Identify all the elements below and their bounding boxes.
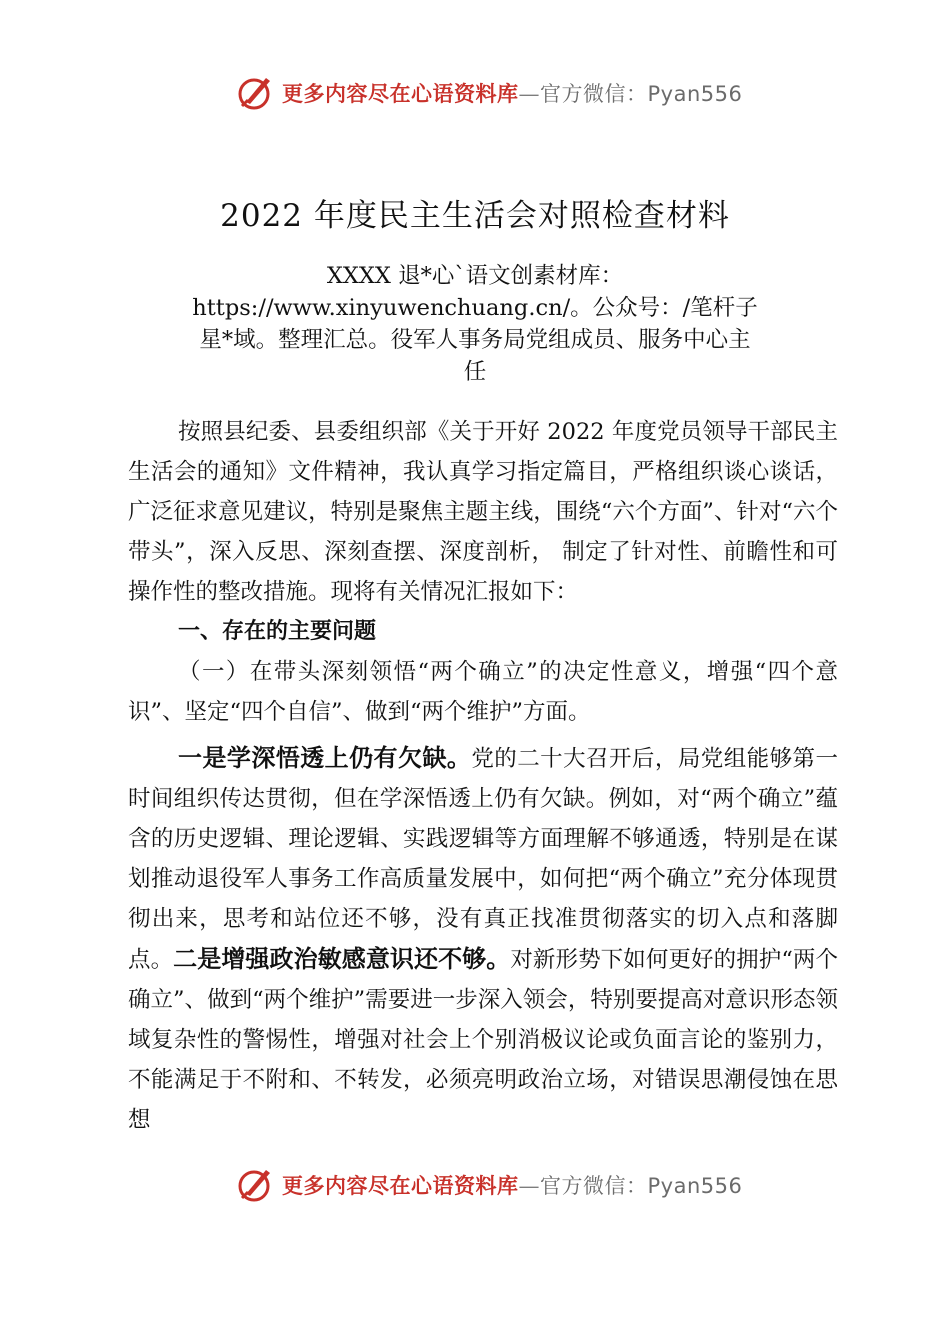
bold-point-one: 一是学深悟透上仍有欠缺。 [178,744,472,772]
paragraph-point-one [128,738,838,1140]
paragraph-point-two-text: 对新形势下如何更好的拥护“两个确立”、做到“两个维护”需要进一步深入领会，特别要提高对意识形态领域复杂性的警惕性，增强对社会上个别消极议论或负面言论的鉴别力，不能满足于不附和、不转发，必须亮明政治立场，对错误思潮侵蚀在思想 [128,947,838,1133]
banner-wechat-id: Pyan556 [647,82,743,106]
document-body [128,412,838,1140]
footer-banner [0,1162,950,1206]
quill-logo-icon [236,72,276,112]
banner-wechat-label: 官方微信： [540,1174,648,1198]
banner-wechat-label: 官方微信： [540,82,648,106]
paragraph-intro: 按照县纪委、县委组织部《关于开好 2022 年度党员领导干部民主生活会的通知》文件精神，我认真学习指定篇目，严格组织谈心谈话，广泛征求意见建议，特别是聚焦主题主线，围绕“六个方面”、针对“六个带头”，深入反思、深刻查摆、深度剖析， 制定了针对性、前瞻性和可操作性的整改措施。现将有关情况汇报如下： [128,419,838,605]
quill-logo-icon [236,1164,276,1204]
paragraph-point-one-text: 党的二十大召开后，局党组能够第一时间组织传达贯彻，但在学深悟透上仍有欠缺。例如，对“两个确立”蕴含的历史逻辑、理论逻辑、实践逻辑等方面理解不够通透，特别是在谋划推动退役军人事务工作高质量发展中，如何把“两个确立”充分体现贯彻出来，思考和站位还不够，没有真正找准贯彻落实的切入点和落脚点。 [128,746,838,973]
paragraph-subsection: （一）在带头深刻领悟“两个确立”的决定性意义，增强“四个意识”、坚定“四个自信”、做到“两个维护”方面。 [128,659,838,725]
document-title: 2022 年度民主生活会对照检查材料 [220,198,730,234]
section-heading: 一、存在的主要问题 [178,619,377,644]
banner-highlight: 更多内容尽在心语资料库 [282,81,519,106]
bold-point-two: 二是增强政治敏感意识还不够。 [173,945,511,973]
banner-dash: — [518,82,540,106]
banner-highlight: 更多内容尽在心语资料库 [282,1173,519,1198]
header-banner [0,70,950,114]
banner-text [282,1170,742,1200]
banner-text [282,78,742,108]
document-subtitle: XXXX 退*心`语文创素材库：https://www.xinyuwenchuang.cn/。公众号：/笔杆子星*域。整理汇总。役军人事务局党组成员、服务中心主任 [192,263,758,385]
banner-wechat-id: Pyan556 [647,1174,743,1198]
banner-dash: — [518,1174,540,1198]
